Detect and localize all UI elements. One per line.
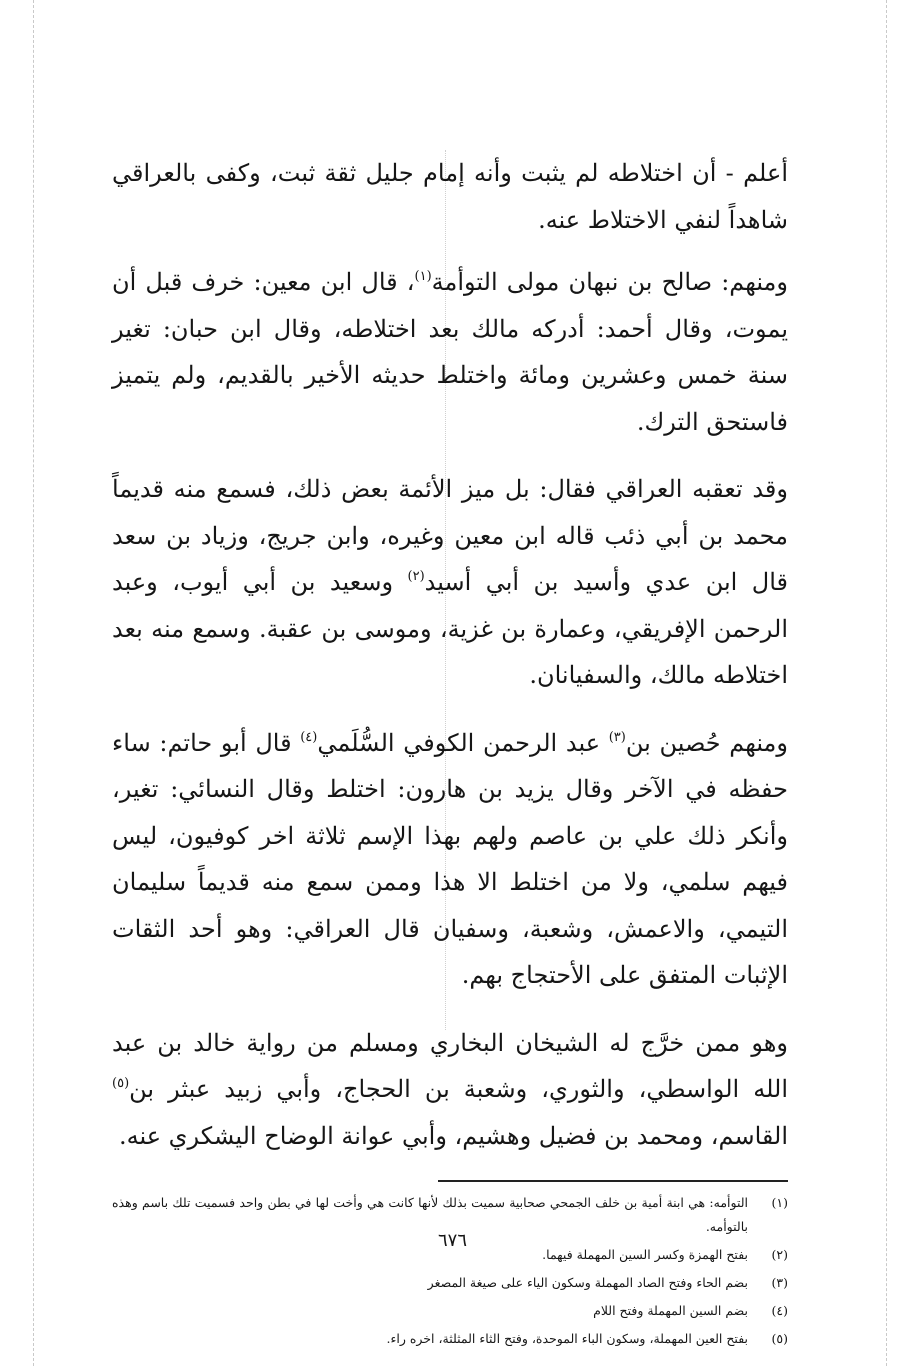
footnote-text: التوأمه: هي ابنة أمية بن خلف الجمحي صحابية سميت بذلك لأنها كانت هي وأخت لها في بطن واحد فسميت تلك باسم وهذه بالتوأمه. — [112, 1195, 748, 1234]
page-number: ٦٧٦ — [437, 1230, 467, 1251]
paragraph-text: ، قال ابن معين: خرف قبل أن يموت، وقال أحمد: أدركه مالك بعد اختلاطه، وقال ابن حبان: تغير سنة خمس وعشرين ومائة واختلط حديثه الأخير بالقديم، ولم يتميز فاستحق الترك. — [112, 268, 789, 436]
footnote-ref-3[interactable]: (٣) — [608, 729, 626, 745]
footnote-ref-4[interactable]: (٤) — [300, 729, 318, 745]
paragraph-text: القاسم، ومحمد بن فضيل وهشيم، وأبي عوانة الوضاح اليشكري عنه. — [118, 1121, 788, 1150]
paragraph-text: وسعيد بن أبي أيوب، وعبد الرحمن الإفريقي، وعمارة بن غزية، وموسى بن عقبة. وسمع منه بعد اختلاطه مالك، والسفيانان. — [112, 568, 789, 689]
paragraph-text: ومنهم: صالح بن نبهان مولى التوأمة — [431, 268, 789, 296]
footnote-ref-5[interactable]: (٥) — [112, 1076, 130, 1091]
paragraph-text: وهو ممن خرَّج له الشيخان البخاري ومسلم من رواية خالد بن عبد الله الواسطي، والثوري، وشعبة بن الحجاج، وأبي زبيد عبثر بن — [112, 1028, 788, 1103]
footnote-ref-1[interactable]: (١) — [414, 269, 432, 284]
paragraph-1 — [112, 150, 788, 243]
paragraph-text: أعلم - أن اختلاطه لم يثبت وأنه إمام جليل ثقة ثبت، وكفى بالعراقي شاهداً لنفي الاختلاط عنه. — [112, 159, 788, 234]
footnote-number: (٥) — [771, 1331, 788, 1346]
page-body — [112, 150, 788, 1355]
footnote-number: (٣) — [771, 1275, 788, 1290]
paragraph-2 — [112, 259, 788, 445]
footnote-4 — [112, 1299, 788, 1323]
paragraph-text: عبد الرحمن الكوفي السُّلَمي — [317, 728, 609, 757]
paragraph-text: وقد تعقبه العراقي فقال: بل ميز الأئمة بعض ذلك، فسمع منه قديماً محمد بن أبي ذئب قاله ابن معين وغيره، وابن جريج، وزياد بن سعد قال ابن عدي وأسيد بن أبي أسيد — [112, 475, 788, 596]
footnote-number: (٤) — [771, 1303, 788, 1318]
paragraph-3 — [112, 466, 788, 699]
footnote-text: بضم السين المهملة وفتح اللام — [593, 1303, 748, 1318]
footnote-number: (٢) — [771, 1247, 788, 1262]
paragraph-5 — [112, 1020, 788, 1160]
scan-edge-right — [886, 0, 887, 1366]
paragraph-text: قال أبو حاتم: ساء حفظه في الآخر وقال يزيد بن هارون: اختلط وقال النسائي: تغير، وأنكر ذلك علي بن عاصم ولهم بهذا الإسم ثلاثة اخر كوفيون، ليس فيهم سلمي، ولا من اختلط الا هذا وممن سمع منه قديماً سليمان التيمي، والاعمش، وشعبة، وسفيان قال العراقي: وهو أحد الثقات الإثبات المتفق على الأحتجاج بهم. — [112, 728, 788, 989]
footnote-text: بفتح العين المهملة، وسكون الباء الموحدة، وفتح الثاء المثلثة، اخره راء. — [386, 1331, 748, 1346]
footnotes — [112, 1191, 788, 1351]
paragraph-text: ومنهم حُصين بن — [625, 728, 789, 757]
footnote-5 — [112, 1327, 788, 1351]
scan-edge-left — [33, 0, 34, 1366]
footnote-text: بضم الحاء وفتح الصاد المهملة وسكون الياء على صيغة المصغر — [427, 1275, 748, 1290]
footnote-ref-2[interactable]: (٢) — [407, 569, 425, 584]
footnote-number: (١) — [771, 1195, 788, 1210]
footnote-3 — [112, 1271, 788, 1295]
footnote-separator — [438, 1180, 788, 1182]
footnote-text: بفتح الهمزة وكسر السين المهملة فيهما. — [542, 1247, 748, 1262]
paragraph-4 — [112, 720, 788, 999]
